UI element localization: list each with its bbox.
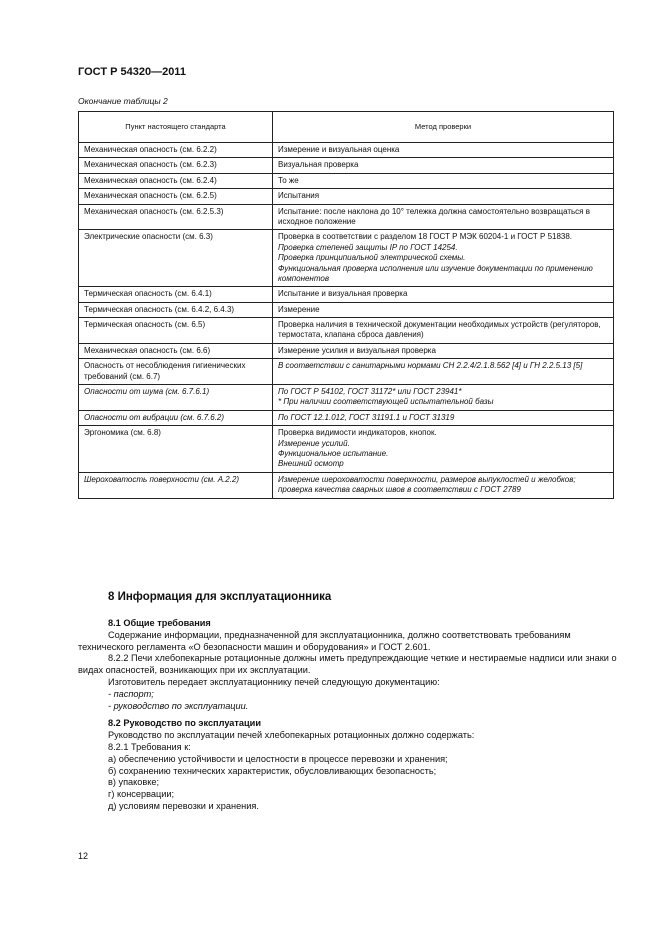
list-item: б) сохранению технических характеристик, обусловливающих безопасность; [108, 765, 437, 776]
method-cell: По ГОСТ 12.1.012, ГОСТ 31191.1 и ГОСТ 31319 [273, 410, 614, 425]
method-cell: В соответствии с санитарными нормами СН 2.2.4/2.1.8.562 [4] и ГН 2.2.5.13 [5] [273, 359, 614, 385]
table-row [79, 302, 614, 317]
method-line: Проверка степеней защиты IP по ГОСТ 14254. [278, 242, 458, 252]
clause-cell: Электрические опасности (см. 6.3) [79, 230, 273, 287]
method-cell: Испытания [273, 189, 614, 204]
method-cell [273, 385, 614, 411]
method-cell: Визуальная проверка [273, 158, 614, 173]
subsection-title: 8.2 Руководство по эксплуатации [108, 718, 261, 729]
method-cell: Измерение шероховатости поверхности, размеров выпуклостей и желобков; проверка качества сварных швов в соответствии с ГОСТ 2789 [273, 472, 614, 498]
clause-cell: Механическая опасность (см. 6.2.2) [79, 143, 273, 158]
list-item: в) упаковке; [108, 777, 160, 788]
clause-cell: Опасность от несоблюдения гигиенических требований (см. 6.7) [79, 359, 273, 385]
clause-cell: Эргономика (см. 6.8) [79, 426, 273, 473]
table-row [79, 343, 614, 358]
table-header-row [79, 112, 614, 143]
table-row [79, 426, 614, 473]
method-line: Измерение усилий. [278, 438, 350, 448]
clause-cell: Механическая опасность (см. 6.2.3) [79, 158, 273, 173]
paragraph: Руководство по эксплуатации печей хлебопекарных ротационных должно содержать: [108, 730, 475, 741]
table-row [79, 472, 614, 498]
method-line: Проверка видимости индикаторов, кнопок. [278, 428, 437, 438]
clause-cell: Шероховатость поверхности (см. А.2.2) [79, 472, 273, 498]
method-cell: Измерение усилия и визуальная проверка [273, 343, 614, 358]
footnote: * При наличии соответствующей испытательной базы [278, 397, 494, 407]
list-item: д) условиям перевозки и хранения. [108, 800, 259, 811]
list-item: г) консервации; [108, 789, 175, 800]
method-line: По ГОСТ Р 54102, ГОСТ 31172* или ГОСТ 23941* [278, 387, 462, 397]
clause-cell: Термическая опасность (см. 6.4.1) [79, 287, 273, 302]
list-item: а) обеспечению устойчивости и целостности в процессе перевозки и хранения; [108, 753, 448, 764]
clause-cell: Механическая опасность (см. 6.2.4) [79, 173, 273, 188]
column-header: Пункт настоящего стандарта [79, 112, 273, 143]
method-cell: То же [273, 173, 614, 188]
clause-cell: Термическая опасность (см. 6.5) [79, 318, 273, 344]
inspection-table [78, 111, 614, 499]
paragraph: Содержание информации, предназначенной для эксплуатационника, должно соответствовать требованиям технического регламента «О безопасности машин и оборудования» и ГОСТ 2.601. [78, 629, 571, 652]
clause-cell: Механическая опасность (см. 6.2.5.3) [79, 204, 273, 230]
section-body [78, 618, 618, 813]
method-cell: Измерение и визуальная оценка [273, 143, 614, 158]
table-caption: Окончание таблицы 2 [78, 96, 168, 106]
table-row [79, 173, 614, 188]
table-row [79, 287, 614, 302]
paragraph: 8.2.1 Требования к: [108, 741, 191, 752]
table-row [79, 204, 614, 230]
table-row [79, 189, 614, 204]
method-cell [273, 426, 614, 473]
section-title: 8 Информация для эксплуатационника [108, 591, 332, 603]
table-row [79, 410, 614, 425]
paragraph: Изготовитель передает эксплуатационнику печей следующую документацию: [108, 676, 440, 687]
table-row [79, 385, 614, 411]
method-line: Проверка принципиальной электрической схемы. [278, 253, 466, 263]
method-cell: Испытание и визуальная проверка [273, 287, 614, 302]
page-number: 12 [78, 851, 89, 861]
table-row [79, 359, 614, 385]
clause-cell: Опасности от вибрации (см. 6.7.6.2) [79, 410, 273, 425]
method-line: Проверка в соответствии с разделом 18 ГОСТ Р МЭК 60204-1 и ГОСТ Р 51838. [278, 232, 573, 242]
document-header: ГОСТ Р 54320—2011 [78, 66, 186, 78]
method-line: Внешний осмотр [278, 459, 344, 469]
column-header: Метод проверки [273, 112, 614, 143]
list-item: - паспорт; [108, 688, 154, 699]
clause-cell: Опасности от шума (см. 6.7.6.1) [79, 385, 273, 411]
table-row [79, 143, 614, 158]
clause-cell: Механическая опасность (см. 6.2.5) [79, 189, 273, 204]
method-cell: Испытание: после наклона до 10° тележка должна самостоятельно возвращаться в исходное положение [273, 204, 614, 230]
method-cell [273, 230, 614, 287]
method-line: Функциональное испытание. [278, 448, 389, 458]
table-row [79, 318, 614, 344]
method-cell: Измерение [273, 302, 614, 317]
paragraph: 8.2.2 Печи хлебопекарные ротационные должны иметь предупреждающие четкие и нестираемые надписи или знаки о видах опасностей, возникающих при их эксплуатации. [78, 653, 617, 676]
clause-cell: Термическая опасность (см. 6.4.2, 6.4.3) [79, 302, 273, 317]
table-row [79, 230, 614, 287]
method-cell: Проверка наличия в технической документации необходимых устройств (регуляторов, термостата, клапана сброса давления) [273, 318, 614, 344]
table-row [79, 158, 614, 173]
method-line: Функциональная проверка исполнения или изучение документации по применению компонентов [278, 263, 593, 283]
subsection-title: 8.1 Общие требования [108, 618, 211, 628]
list-item: - руководство по эксплуатации. [108, 700, 249, 711]
clause-cell: Механическая опасность (см. 6.6) [79, 343, 273, 358]
